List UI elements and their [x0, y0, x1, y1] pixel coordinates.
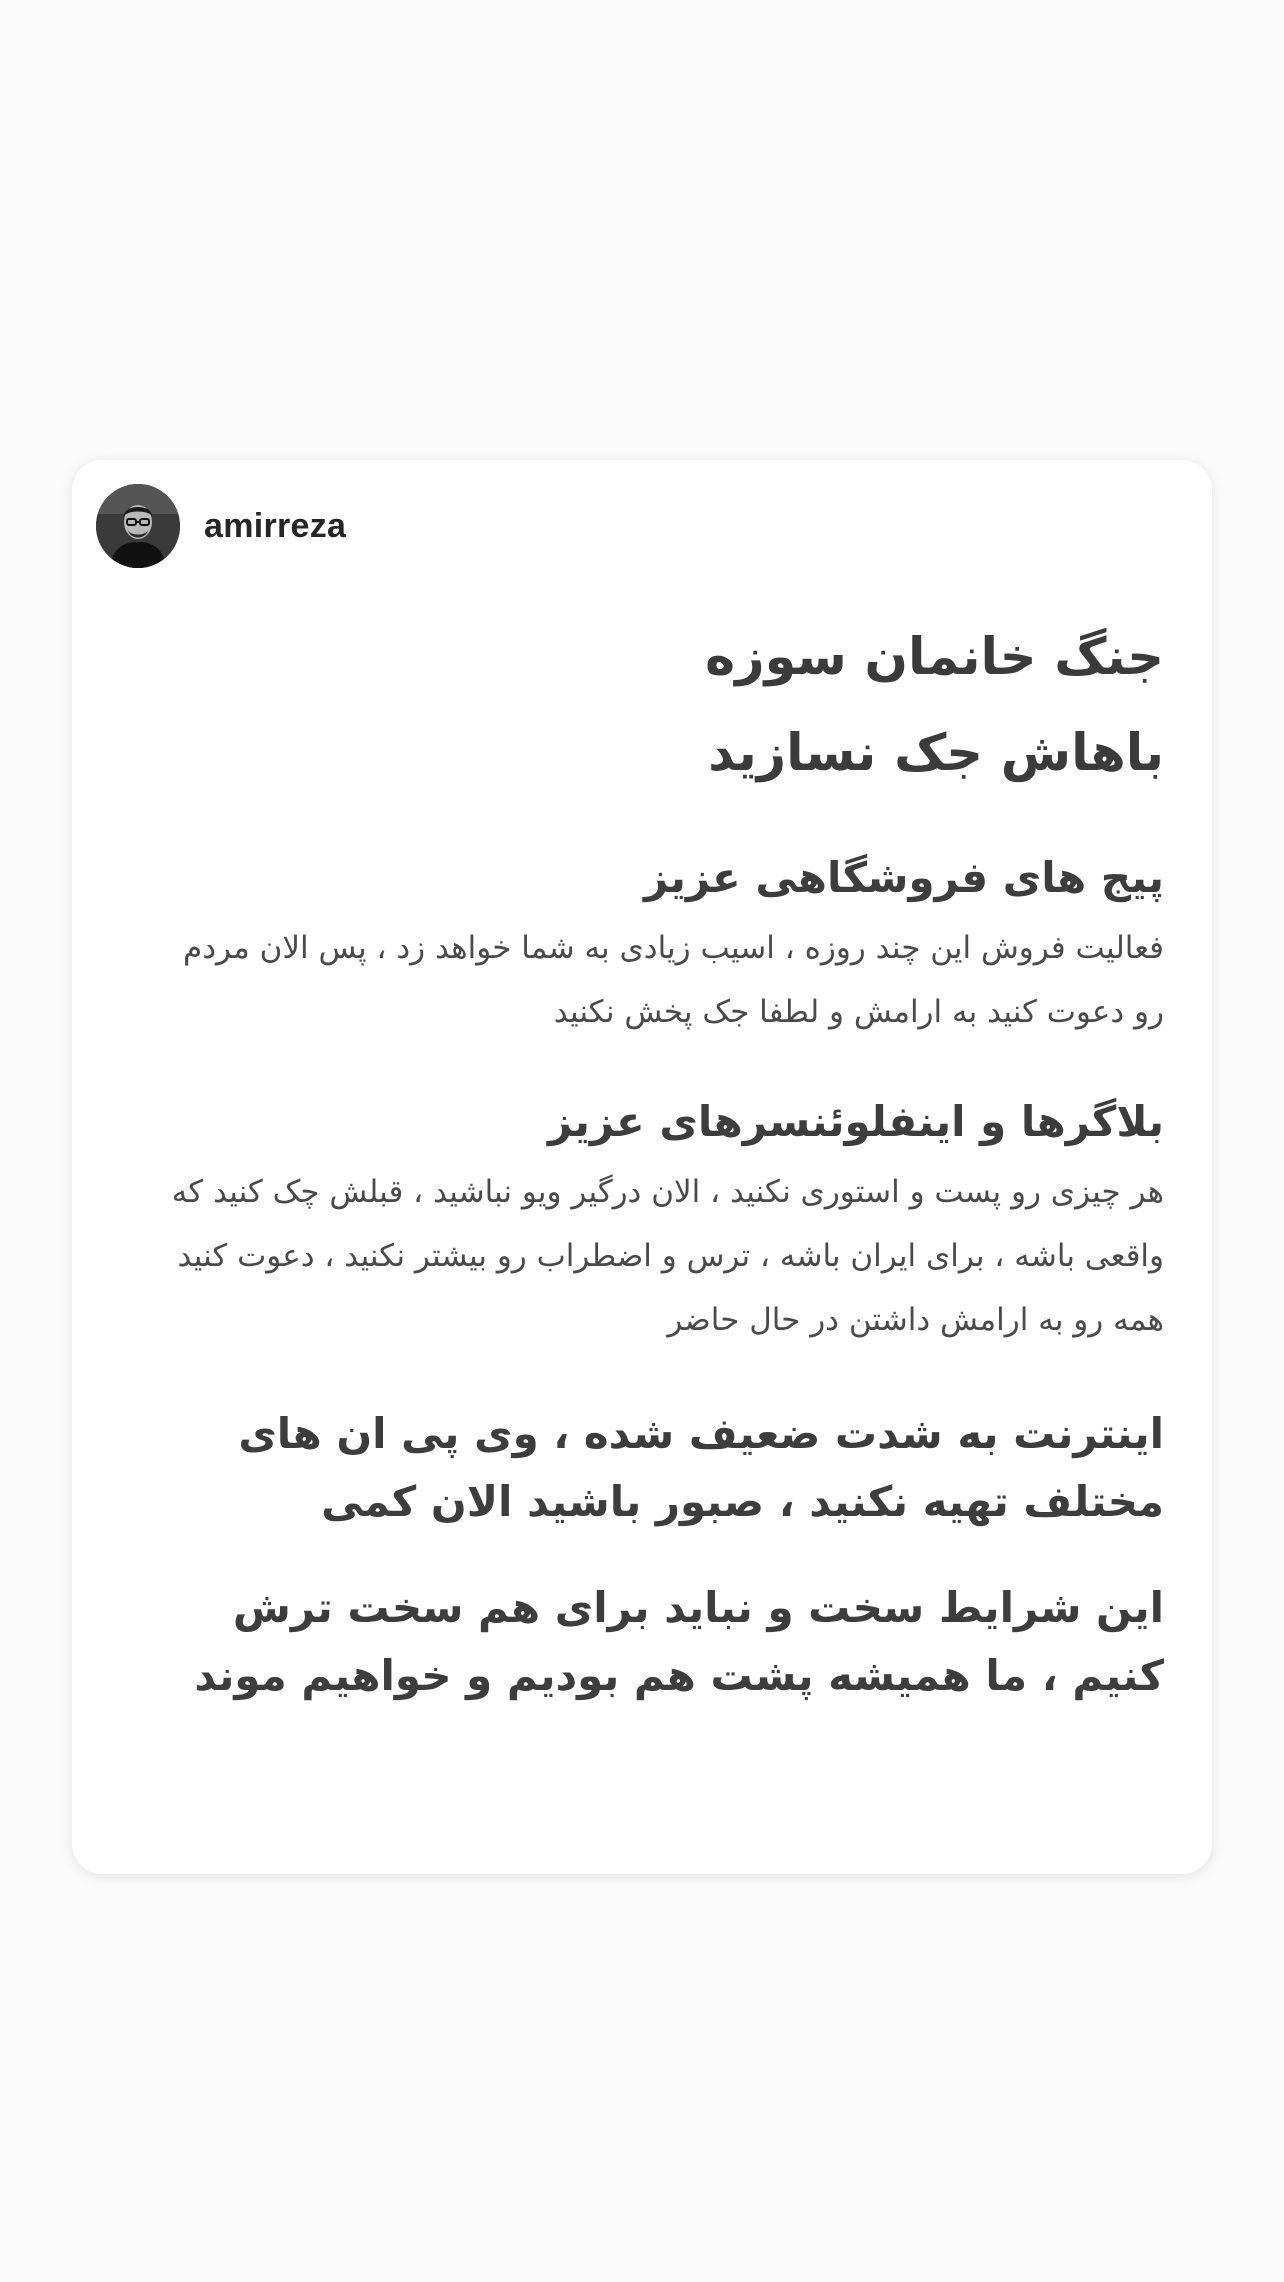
section-heading-bloggers: بلاگرها و اینفلوئنسرهای عزیز [548, 1097, 1164, 1146]
avatar[interactable] [96, 484, 180, 568]
post-title-line-2: باهاش جک نسازید [708, 724, 1164, 783]
username[interactable]: amirreza [204, 506, 347, 545]
closing-paragraph: این شرایط سخت و نباید برای هم سخت ترش کنیم ، ما همیشه پشت هم بودیم و خواهیم موند [194, 1583, 1164, 1700]
section-text-shops: فعالیت فروش این چند روزه ، اسیب زیادی به شما خواهد زد ، پس الان مردم رو دعوت کنید به ارامش و لطفا جک پخش نکنید [183, 930, 1164, 1030]
internet-paragraph: اینترنت به شدت ضعیف شده ، وی پی ان های مختلف تهیه نکنید ، صبور باشید الان کمی [238, 1409, 1164, 1526]
profile-photo-icon [96, 484, 180, 568]
section-text-bloggers: هر چیزی رو پست و استوری نکنید ، الان درگیر ویو نباشید ، قبلش چک کنید که واقعی باشه ، برای ایران باشه ، ترس و اضطراب رو بیشتر نکنید ، دعوت کنید همه رو به ارامش داشتن در حال حاضر [171, 1174, 1164, 1338]
post-header [96, 484, 346, 568]
section-heading-shops: پیج های فروشگاهی عزیز [644, 853, 1164, 902]
post-content [152, 610, 1164, 1710]
post-card [72, 460, 1212, 1874]
post-title-line-1: جنگ خانمان سوزه [705, 628, 1164, 687]
